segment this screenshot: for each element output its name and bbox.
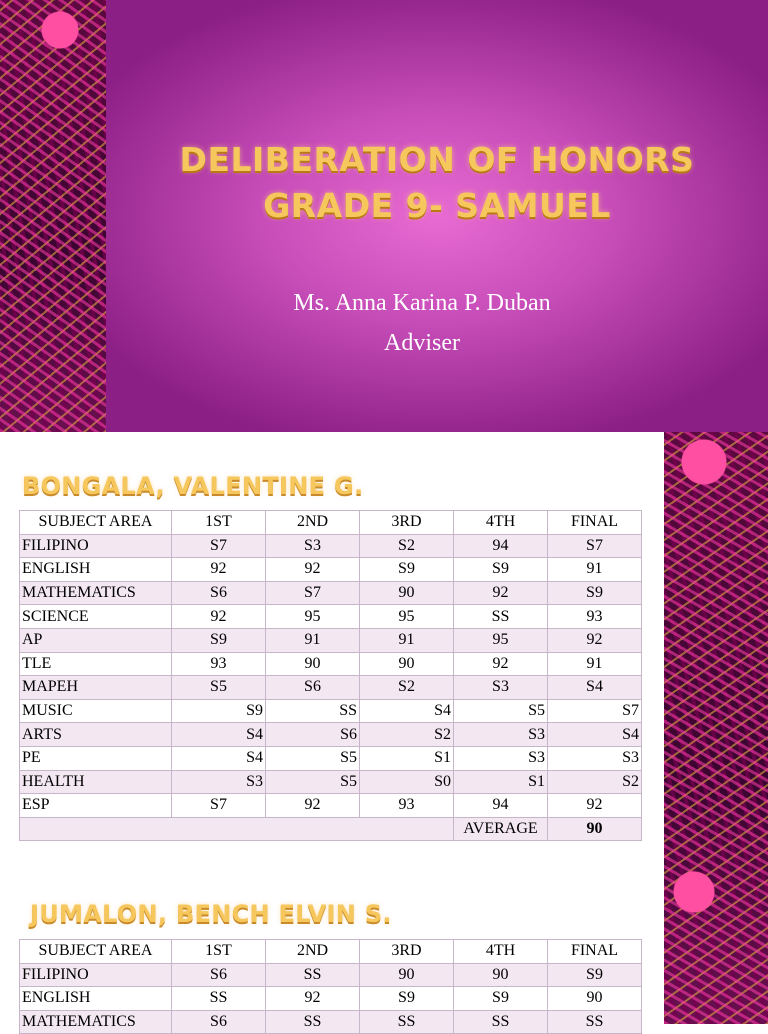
grade-cell: S7: [172, 794, 266, 818]
table-header-row: [20, 940, 642, 964]
subject-cell: TLE: [20, 652, 172, 676]
grade-cell: 93: [172, 652, 266, 676]
tinsel-decoration-image: [0, 0, 108, 432]
grade-cell: S4: [548, 723, 642, 747]
grade-cell: SS: [172, 987, 266, 1011]
grade-cell: S5: [266, 770, 360, 794]
grades-table: [19, 510, 642, 841]
slide-title-line2: GRADE 9- SAMUEL: [263, 186, 611, 225]
grade-cell: S1: [454, 770, 548, 794]
grade-cell: 95: [454, 628, 548, 652]
subject-cell: ARTS: [20, 723, 172, 747]
grade-cell: S9: [172, 699, 266, 723]
column-header: 1ST: [172, 511, 266, 535]
grade-cell: SS: [454, 1010, 548, 1034]
student-name: BONGALA, VALENTINE G.: [22, 472, 364, 500]
average-value: 90: [548, 817, 642, 841]
grade-cell: 92: [454, 581, 548, 605]
grade-cell: S4: [548, 676, 642, 700]
grade-cell: S2: [548, 770, 642, 794]
table-row: [20, 534, 642, 558]
grade-cell: 94: [454, 534, 548, 558]
grade-cell: 95: [266, 605, 360, 629]
grade-cell: S9: [360, 558, 454, 582]
subject-cell: SCIENCE: [20, 605, 172, 629]
table-row: [20, 1010, 642, 1034]
grade-cell: SS: [548, 1010, 642, 1034]
grade-cell: 90: [360, 581, 454, 605]
grade-cell: S4: [172, 746, 266, 770]
grade-cell: SS: [266, 699, 360, 723]
grade-cell: S5: [172, 676, 266, 700]
grade-cell: S4: [360, 699, 454, 723]
grades-table: [19, 939, 642, 1034]
grade-cell: S3: [266, 534, 360, 558]
column-header: 4TH: [454, 940, 548, 964]
subject-cell: MUSIC: [20, 699, 172, 723]
subject-cell: FILIPINO: [20, 534, 172, 558]
column-header: FINAL: [548, 511, 642, 535]
column-header: SUBJECT AREA: [20, 940, 172, 964]
subject-cell: AP: [20, 628, 172, 652]
grade-cell: S3: [172, 770, 266, 794]
grade-cell: S4: [172, 723, 266, 747]
subject-cell: MATHEMATICS: [20, 1010, 172, 1034]
grade-cell: 90: [360, 963, 454, 987]
subject-cell: PE: [20, 746, 172, 770]
grade-cell: 92: [548, 794, 642, 818]
grade-cell: 92: [266, 558, 360, 582]
grade-cell: S5: [266, 746, 360, 770]
grade-cell: 93: [360, 794, 454, 818]
grade-cell: 90: [360, 652, 454, 676]
grade-cell: 92: [266, 794, 360, 818]
column-header: 4TH: [454, 511, 548, 535]
grade-cell: 91: [266, 628, 360, 652]
subject-cell: ENGLISH: [20, 558, 172, 582]
grade-cell: S3: [454, 676, 548, 700]
table-row: [20, 699, 642, 723]
table-row: [20, 558, 642, 582]
table-row: [20, 746, 642, 770]
table-row: [20, 963, 642, 987]
subject-cell: HEALTH: [20, 770, 172, 794]
grade-cell: 91: [548, 558, 642, 582]
grade-cell: S7: [172, 534, 266, 558]
grade-cell: S3: [454, 723, 548, 747]
adviser-role: Adviser: [384, 330, 460, 356]
empty-cell: [20, 817, 454, 841]
grade-cell: 92: [548, 628, 642, 652]
grade-cell: S9: [360, 987, 454, 1011]
grade-cell: S1: [360, 746, 454, 770]
grade-cell: S7: [548, 534, 642, 558]
table-row: [20, 605, 642, 629]
grade-cell: S3: [548, 746, 642, 770]
table-row: [20, 676, 642, 700]
column-header: 3RD: [360, 940, 454, 964]
grade-cell: S2: [360, 534, 454, 558]
grades-slide: [0, 432, 768, 1031]
grade-cell: SS: [266, 1010, 360, 1034]
grade-cell: S6: [172, 963, 266, 987]
subject-cell: ENGLISH: [20, 987, 172, 1011]
grade-cell: S9: [454, 558, 548, 582]
grade-cell: 92: [172, 558, 266, 582]
table-row: [20, 723, 642, 747]
tinsel-decoration-image: [664, 432, 768, 1024]
grade-cell: S9: [548, 963, 642, 987]
grade-cell: 95: [360, 605, 454, 629]
table-row: [20, 581, 642, 605]
column-header: 3RD: [360, 511, 454, 535]
grade-cell: SS: [266, 963, 360, 987]
grade-cell: S6: [172, 581, 266, 605]
student-name: JUMALON, BENCH ELVIN S.: [30, 900, 392, 928]
column-header: 2ND: [266, 511, 360, 535]
grade-cell: S2: [360, 676, 454, 700]
table-row: [20, 628, 642, 652]
grade-cell: SS: [360, 1010, 454, 1034]
grade-cell: S6: [172, 1010, 266, 1034]
grade-cell: 92: [172, 605, 266, 629]
table-row: [20, 987, 642, 1011]
grade-cell: 90: [548, 987, 642, 1011]
subject-cell: FILIPINO: [20, 963, 172, 987]
title-slide: [0, 0, 768, 432]
grade-cell: S7: [266, 581, 360, 605]
adviser-name: Ms. Anna Karina P. Duban: [293, 290, 551, 316]
grade-cell: S6: [266, 723, 360, 747]
grade-cell: S9: [454, 987, 548, 1011]
grade-cell: SS: [454, 605, 548, 629]
table-header-row: [20, 511, 642, 535]
grade-cell: 90: [454, 963, 548, 987]
grade-cell: 94: [454, 794, 548, 818]
grade-cell: S2: [360, 723, 454, 747]
grade-cell: S0: [360, 770, 454, 794]
column-header: 2ND: [266, 940, 360, 964]
grade-cell: 90: [266, 652, 360, 676]
grade-cell: 92: [266, 987, 360, 1011]
grade-cell: S6: [266, 676, 360, 700]
grade-cell: S7: [548, 699, 642, 723]
column-header: SUBJECT AREA: [20, 511, 172, 535]
column-header: FINAL: [548, 940, 642, 964]
grade-cell: 92: [454, 652, 548, 676]
column-header: 1ST: [172, 940, 266, 964]
grade-cell: S3: [454, 746, 548, 770]
subject-cell: MAPEH: [20, 676, 172, 700]
table-row: [20, 794, 642, 818]
grade-cell: S9: [172, 628, 266, 652]
slide-title-line1: DELIBERATION OF HONORS: [179, 140, 695, 179]
grade-cell: 93: [548, 605, 642, 629]
subject-cell: ESP: [20, 794, 172, 818]
subject-cell: MATHEMATICS: [20, 581, 172, 605]
grade-cell: 91: [548, 652, 642, 676]
grade-cell: 91: [360, 628, 454, 652]
average-row: [20, 817, 642, 841]
table-row: [20, 770, 642, 794]
table-row: [20, 652, 642, 676]
grade-cell: S5: [454, 699, 548, 723]
grade-cell: S9: [548, 581, 642, 605]
average-label: AVERAGE: [454, 817, 548, 841]
